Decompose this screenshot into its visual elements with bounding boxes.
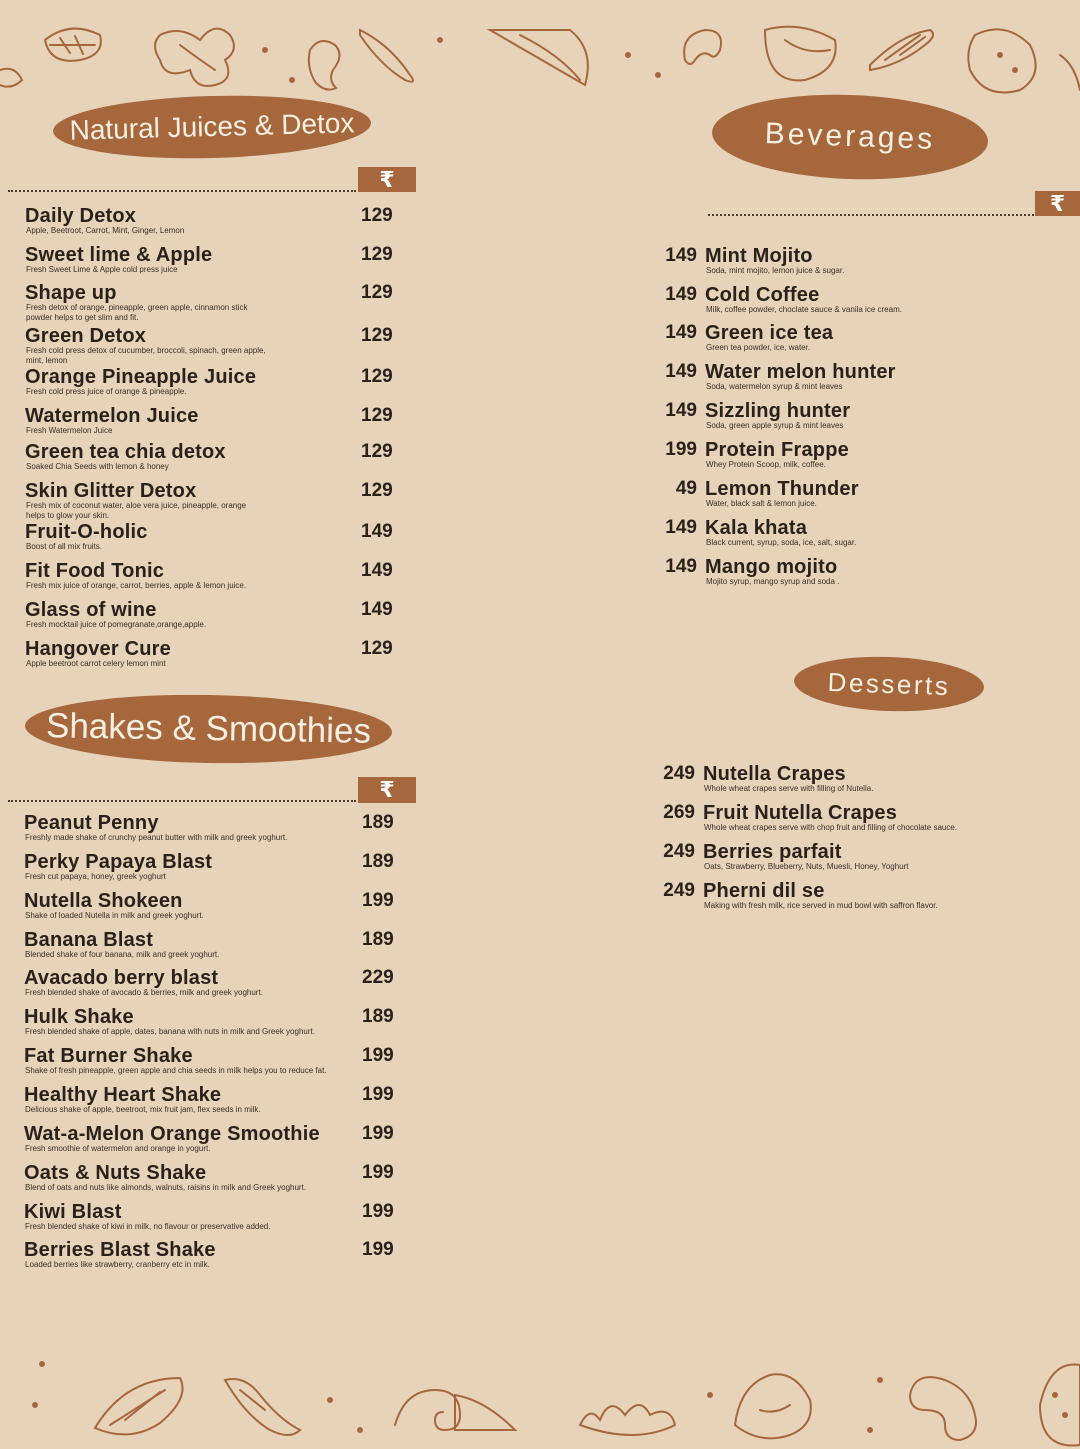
item-price: 229 [362,967,394,988]
item-name: Nutella Crapes [703,763,846,785]
item-price: 149 [665,517,697,538]
item-description: Shake of fresh pineapple, green apple and chia seeds in milk helps you to reduce fat. [25,1066,327,1075]
item-description: Soda, watermelon syrup & mint leaves [706,382,843,391]
item-price: 129 [361,244,393,265]
dotted-divider [8,190,356,192]
item-name: Sizzling hunter [705,400,851,422]
item-description: Blended shake of four banana, milk and greek yoghurt. [25,950,220,959]
item-description: Whole wheat crapes serve with chop fruit and filling of chocolate sauce. [704,823,958,832]
item-price: 129 [361,205,393,226]
item-description: Oats, Strawberry, Blueberry, Nuts, Muesli, Honey, Yoghurt [704,862,909,871]
item-description: Apple beetroot carrot celery lemon mint [26,659,166,668]
section-title-beverages: Beverages [711,90,990,184]
item-name: Perky Papaya Blast [24,851,213,873]
item-description: Fresh smoothie of watermelon and orange in yogurt. [25,1144,211,1153]
item-name: Oats & Nuts Shake [24,1162,207,1184]
item-price: 149 [665,245,697,266]
item-name: Watermelon Juice [25,405,199,427]
item-description: Apple, Beetroot, Carrot, Mint, Ginger, Lemon [26,226,185,235]
item-description: Fresh blended shake of avocado & berries, milk and greek yoghurt. [25,988,263,997]
item-price: 149 [361,560,393,581]
item-name: Green ice tea [705,322,834,344]
item-description: Soaked Chia Seeds with lemon & honey [26,462,169,471]
item-price: 199 [665,439,697,460]
item-price: 149 [665,556,697,577]
item-name: Cold Coffee [705,284,820,306]
item-price: 149 [361,521,393,542]
item-name: Mango mojito [705,556,838,578]
item-description: Fresh cut papaya, honey, greek yoghurt [25,872,166,881]
item-price: 149 [665,322,697,343]
item-description: Whey Protein Scoop, milk, coffee. [706,460,826,469]
item-name: Sweet lime & Apple [25,244,213,266]
item-description: Making with fresh milk, rice served in mud bowl with saffron flavor. [704,901,938,910]
item-price: 129 [361,325,393,346]
item-description: Boost of all mix fruits. [26,542,103,551]
section-title-shakes: Shakes & Smoothies [24,692,392,766]
item-description: Milk, coffee powder, choclate sauce & vanila ice cream. [706,305,902,314]
item-price: 129 [361,480,393,501]
item-name: Fit Food Tonic [25,560,165,582]
item-price: 249 [663,763,695,784]
item-price: 49 [675,478,697,499]
item-price: 129 [361,282,393,303]
food-doodles-top [0,0,1080,100]
item-price: 199 [362,1084,394,1105]
item-name: Hulk Shake [24,1006,134,1028]
dotted-divider [8,800,356,802]
item-price: 189 [362,929,394,950]
item-name: Wat-a-Melon Orange Smoothie [24,1123,320,1145]
item-price: 199 [362,1123,394,1144]
item-description: Fresh mocktail juice of pomegranate,orange,apple. [26,620,207,629]
item-name: Lemon Thunder [705,478,859,500]
item-description: Loaded berries like strawberry, cranberry etc in milk. [25,1260,210,1269]
item-price: 249 [663,841,695,862]
item-description: Green tea powder, ice, water. [706,343,811,352]
item-name: Fat Burner Shake [24,1045,193,1067]
item-name: Water melon hunter [705,361,896,383]
item-name: Mint Mojito [705,245,813,267]
item-price: 129 [361,366,393,387]
item-name: Fruit Nutella Crapes [703,802,898,824]
item-name: Shape up [25,282,117,304]
item-price: 129 [361,638,393,659]
item-name: Pherni dil se [703,880,825,902]
item-description: Fresh mix juice of orange, carrot, berries, apple & lemon juice. [26,581,247,590]
item-name: Protein Frappe [705,439,849,461]
rupee-price-header: ₹ [358,167,416,192]
item-name: Daily Detox [25,205,137,227]
item-price: 199 [362,1045,394,1066]
item-description: Freshly made shake of crunchy peanut butter with milk and greek yoghurt. [25,833,288,842]
item-name: Green tea chia detox [25,441,226,463]
item-name: Green Detox [25,325,147,347]
item-price: 189 [362,1006,394,1027]
item-price: 149 [665,400,697,421]
item-description: Mojito syrup, mango syrup and soda . [706,577,840,586]
item-description: Fresh blended shake of apple, dates, banana with nuts in milk and Greek yoghurt. [25,1027,315,1036]
item-description: Water, black salt & lemon juice. [706,499,817,508]
item-name: Orange Pineapple Juice [25,366,257,388]
item-description: Fresh mix of coconut water, aloe vera juice, pineapple, orange helps to glow your skin. [26,501,247,520]
item-name: Berries Blast Shake [24,1239,216,1261]
section-title-natural-juices: Natural Juices & Detox [52,92,372,162]
item-description: Fresh Watermelon Juice [26,426,113,435]
item-price: 129 [361,405,393,426]
item-description: Black current, syrup, soda, ice, salt, sugar. [706,538,857,547]
item-description: Fresh cold press detox of cucumber, broccoli, spinach, green apple, mint, lemon [26,346,266,365]
item-price: 189 [362,812,394,833]
item-name: Berries parfait [703,841,842,863]
item-description: Soda, mint mojito, lemon juice & sugar. [706,266,845,275]
item-description: Blend of oats and nuts like almonds, walnuts, raisins in milk and Greek yoghurt. [25,1183,307,1192]
item-description: Fresh detox of orange, pineapple, green apple, cinnamon stick powder helps to get slim and fit. [26,303,248,322]
item-name: Fruit-O-holic [25,521,148,543]
food-doodles-bottom [0,1350,1080,1449]
item-price: 149 [361,599,393,620]
rupee-price-header: ₹ [1035,191,1080,216]
item-price: 149 [665,361,697,382]
item-price: 189 [362,851,394,872]
item-name: Skin Glitter Detox [25,480,197,502]
item-description: Fresh blended shake of kiwi in milk, no flavour or preservative added. [25,1222,271,1231]
item-description: Fresh cold press juice of orange & pineapple. [26,387,187,396]
item-description: Shake of loaded Nutella in milk and greek yoghurt. [25,911,204,920]
item-price: 269 [663,802,695,823]
item-name: Healthy Heart Shake [24,1084,222,1106]
item-price: 249 [663,880,695,901]
item-name: Kiwi Blast [24,1201,122,1223]
item-name: Avacado berry blast [24,967,219,989]
item-price: 129 [361,441,393,462]
item-description: Fresh Sweet Lime & Apple cold press juice [26,265,178,274]
item-name: Glass of wine [25,599,157,621]
item-description: Whole wheat crapes serve with filling of Nutella. [704,784,874,793]
item-price: 199 [362,1239,394,1260]
item-price: 199 [362,1162,394,1183]
item-name: Nutella Shokeen [24,890,183,912]
item-name: Hangover Cure [25,638,171,660]
item-description: Delicious shake of apple, beetroot, mix fruit jam, flex seeds in milk. [25,1105,261,1114]
rupee-price-header: ₹ [358,777,416,803]
item-name: Peanut Penny [24,812,159,834]
item-price: 199 [362,890,394,911]
section-title-desserts: Desserts [793,654,985,715]
item-name: Banana Blast [24,929,154,951]
item-name: Kala khata [705,517,808,539]
item-description: Soda, green apple syrup & mint leaves [706,421,844,430]
item-price: 199 [362,1201,394,1222]
dotted-divider [708,214,1034,216]
item-price: 149 [665,284,697,305]
